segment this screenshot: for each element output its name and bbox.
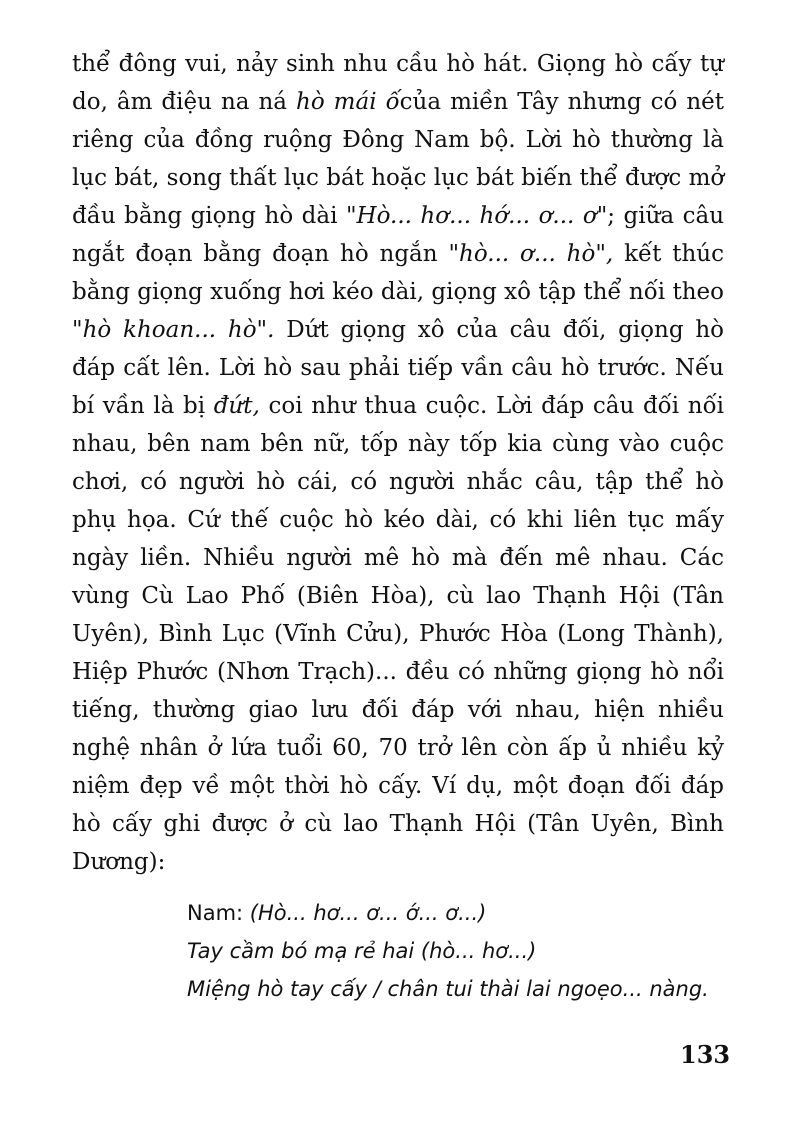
text-line	[72, 197, 724, 235]
italic-term: đứt,	[213, 393, 260, 419]
text-line: phụ họa. Cứ thế cuộc hò kéo dài, có khi liên tục mấy	[72, 507, 724, 533]
text-line: nghệ nhân ở lứa tuổi 60, 70 trở lên còn ấp ủ nhiều kỷ	[72, 735, 724, 761]
verse-text: (Hò... hơ... ơ... ớ... ơ...)	[249, 901, 487, 925]
text-span: Dứt giọng xô của câu đối, giọng hò	[274, 317, 725, 343]
body-paragraph	[72, 45, 724, 881]
verse-line	[187, 970, 747, 1008]
italic-term: hò mái ố	[296, 89, 400, 115]
text-line: ngày liền. Nhiều người mê hò mà đến mê nhau. Các	[72, 545, 724, 571]
text-line	[72, 235, 724, 273]
text-line: đáp cất lên. Lời hò sau phải tiếp vần câu hò trước. Nếu	[72, 355, 724, 381]
text-line: lục bát, song thất lục bát hoặc lục bát biến thể được mở	[72, 165, 725, 191]
text-span: đầu bằng giọng hò dài	[72, 203, 346, 229]
text-line: hò cấy ghi được ở cù lao Thạnh Hội (Tân Uyên, Bình	[72, 811, 724, 837]
verse-line	[187, 932, 747, 970]
text-line: Hiệp Phước (Nhơn Trạch)... đều có những giọng hò nổi	[72, 659, 724, 685]
italic-quote: "Hò... hơ... hớ... ơ... ơ"	[345, 203, 608, 229]
text-line: bằng giọng xuống hơi kéo dài, giọng xô tập thể nối theo	[72, 279, 724, 305]
text-span: của miền Tây nhưng có nét	[399, 89, 724, 115]
text-line: vùng Cù Lao Phố (Biên Hòa), cù lao Thạnh Hội (Tân	[72, 583, 724, 609]
text-line	[72, 387, 724, 425]
text-line: Uyên), Bình Lục (Vĩnh Cửu), Phước Hòa (Long Thành),	[72, 621, 724, 647]
text-span: ngắt đoạn bằng đoạn hò ngắn	[72, 241, 449, 267]
text-line: riêng của đồng ruộng Đông Nam bộ. Lời hò thường là	[72, 127, 724, 153]
verse-speaker: Nam:	[187, 901, 250, 925]
text-line	[72, 311, 724, 349]
text-line: niệm đẹp về một thời hò cấy. Ví dụ, một đoạn đối đáp	[72, 773, 724, 799]
folk-song-verse	[187, 894, 747, 1008]
text-span: ; giữa câu	[607, 203, 725, 229]
text-line-last: Dương):	[72, 849, 166, 875]
verse-line	[187, 894, 747, 932]
italic-quote: "hò khoan... hò".	[72, 317, 275, 343]
text-span: do, âm điệu na ná	[72, 89, 297, 115]
text-span: coi như thua cuộc. Lời đáp câu đối nối	[259, 393, 724, 419]
text-line: chơi, có người hò cái, có người nhắc câu, tập thể hò	[72, 469, 724, 495]
italic-quote: "hò... ơ... hò",	[448, 241, 614, 267]
text-line: nhau, bên nam bên nữ, tốp này tốp kia cùng vào cuộc	[72, 431, 724, 457]
text-line: tiếng, thường giao lưu đối đáp với nhau, hiện nhiều	[72, 697, 724, 723]
text-line	[72, 83, 724, 121]
text-line: thể đông vui, nảy sinh nhu cầu hò hát. Giọng hò cấy tự	[72, 51, 724, 77]
verse-text: Miệng hò tay cấy / chân tui thài lai ngoẹo... nàng.	[187, 977, 709, 1001]
text-span: kết thúc	[613, 241, 724, 267]
page-number: 133	[680, 1040, 731, 1069]
verse-text: Tay cầm bó mạ rẻ hai (hò... hơ...)	[187, 939, 537, 963]
text-span: bí vần là bị	[72, 393, 214, 419]
